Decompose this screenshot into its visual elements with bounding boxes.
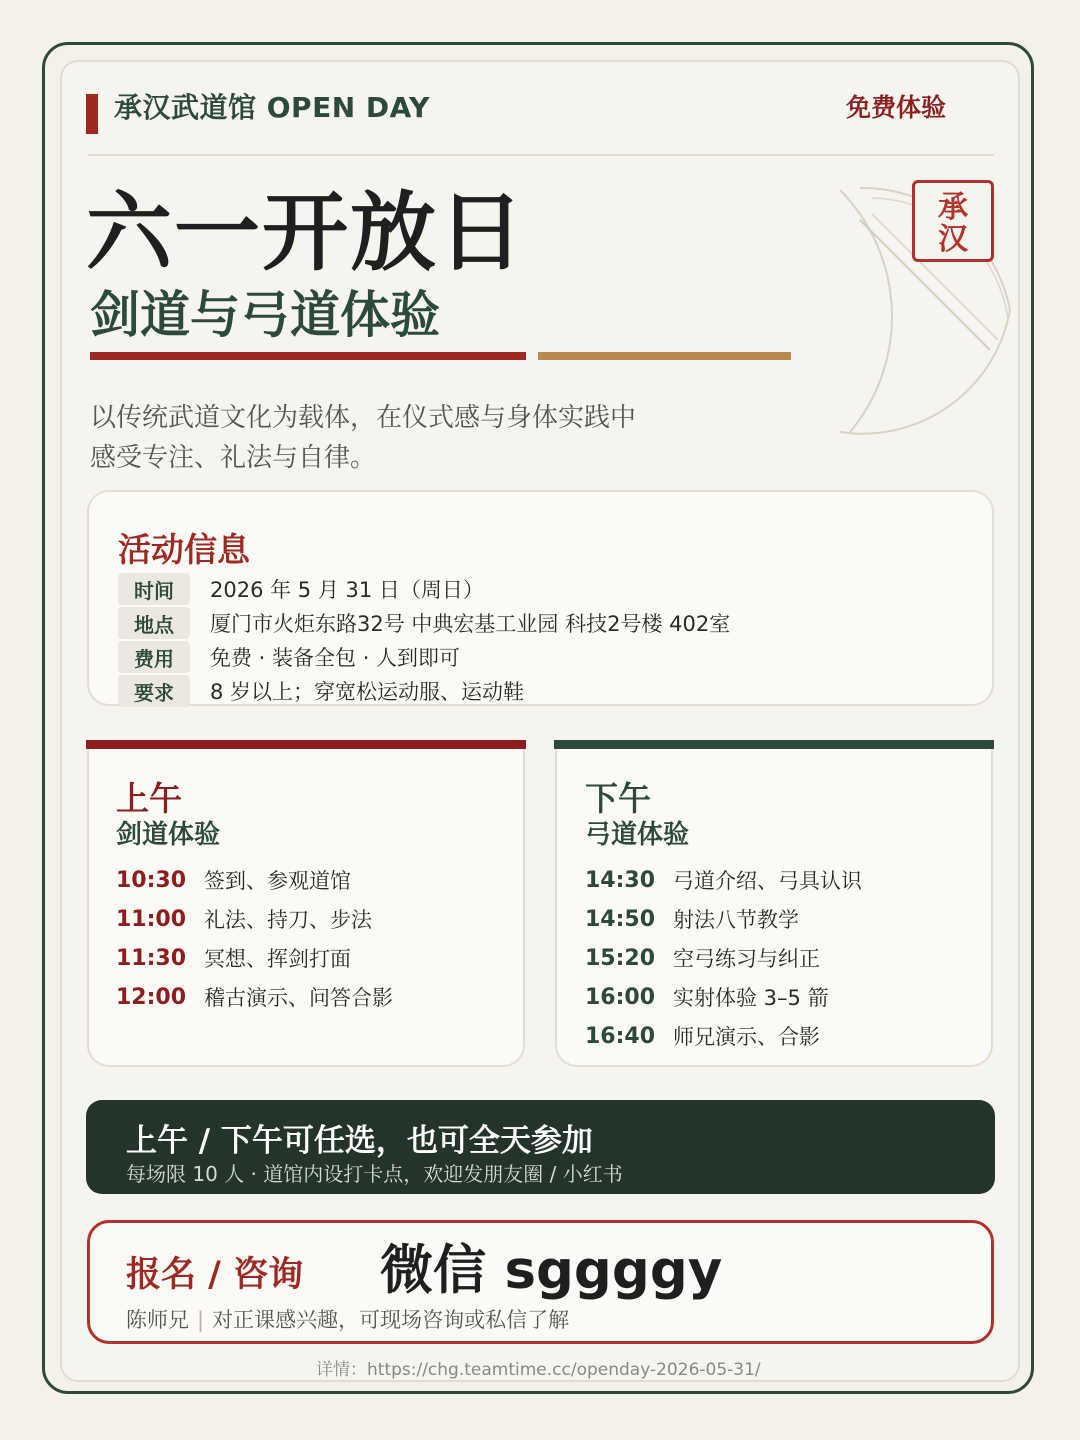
schedule-time: 10:30 [116,867,187,893]
info-tag: 时间 [118,573,190,605]
hero-title: 六一开放日 [86,182,526,283]
signup-label: 报名 / 咨询 [126,1255,304,1295]
details-link[interactable]: 详情：https://chg.teamtime.cc/openday-2026-05-31/ [316,1360,761,1380]
info-tag: 费用 [118,641,190,673]
schedule-time: 11:30 [116,945,187,971]
schedule-activity: 师兄演示、合影 [673,1025,820,1049]
separator: | [197,1308,205,1332]
morning-subtitle: 剑道体验 [116,820,221,850]
info-row-time [118,573,484,605]
header-title: 承汉武道馆 OPEN DAY [114,91,430,124]
morning-item [116,943,351,973]
afternoon-item [585,982,829,1012]
afternoon-subtitle: 弓道体验 [585,820,690,850]
afternoon-item [585,943,820,973]
info-value: 厦门市火炬东路32号 中典宏基工业园 科技2号楼 402室 [210,612,731,636]
schedule-activity: 冥想、挥剑打面 [204,947,351,971]
info-value: 8 岁以上；穿宽松运动服、运动鞋 [210,680,525,704]
seal-char-1: 承 [938,190,968,225]
info-row-location [118,607,730,639]
afternoon-accent-bar [554,740,994,749]
schedule-time: 15:20 [585,945,656,971]
schedule-time: 11:00 [116,906,187,932]
morning-title: 上午 [116,779,182,818]
schedule-activity: 空弓练习与纠正 [673,947,820,971]
intro-text [90,398,730,478]
schedule-activity: 礼法、持刀、步法 [204,908,372,932]
hero-subtitle: 剑道与弓道体验 [90,285,440,344]
morning-item [116,904,372,934]
seal-char-2: 汉 [938,222,968,257]
schedule-time: 16:00 [585,984,656,1010]
schedule-time: 16:40 [585,1023,656,1049]
schedule-activity: 签到、参观道馆 [204,869,351,893]
info-value: 2026 年 5 月 31 日（周日） [210,578,484,602]
info-tag: 要求 [118,675,190,707]
afternoon-item [585,865,862,895]
contact-note: 对正课感兴趣，可现场咨询或私信了解 [212,1308,570,1332]
free-badge: 免费体验 [846,93,947,122]
afternoon-item [585,904,799,934]
schedule-activity: 弓道介绍、弓具认识 [673,869,862,893]
schedule-time: 12:00 [116,984,187,1010]
info-value: 免费 · 装备全包 · 人到即可 [210,646,461,670]
schedule-activity: 稽古演示、问答合影 [204,986,393,1010]
header-divider [88,154,994,156]
event-info-heading: 活动信息 [118,530,250,569]
hero-underline-red [90,352,526,360]
afternoon-item [585,1021,820,1051]
schedule-time: 14:50 [585,906,656,932]
schedule-activity: 实射体验 3–5 箭 [673,986,829,1010]
schedule-time: 14:30 [585,867,656,893]
header-accent-bar [86,94,98,134]
wechat-id[interactable]: 微信 sggggy [380,1240,723,1301]
morning-item [116,982,393,1012]
schedule-activity: 射法八节教学 [673,908,799,932]
contact-name: 陈师兄 [126,1308,189,1332]
intro-line-2: 感受专注、礼法与自律。 [90,443,377,473]
info-row-fee [118,641,460,673]
intro-line-1: 以传统武道文化为载体，在仪式感与身体实践中 [90,403,637,433]
hero-underline-gold [538,352,791,360]
info-row-requirement [118,675,524,707]
signup-note [126,1310,569,1331]
info-tag: 地点 [118,607,190,639]
morning-accent-bar [86,740,526,749]
afternoon-title: 下午 [585,779,651,818]
banner-headline: 上午 / 下午可任选，也可全天参加 [126,1123,593,1159]
seal-stamp [912,180,994,262]
banner-subtext: 每场限 10 人 · 道馆内设打卡点，欢迎发朋友圈 / 小红书 [126,1162,623,1186]
morning-item [116,865,351,895]
